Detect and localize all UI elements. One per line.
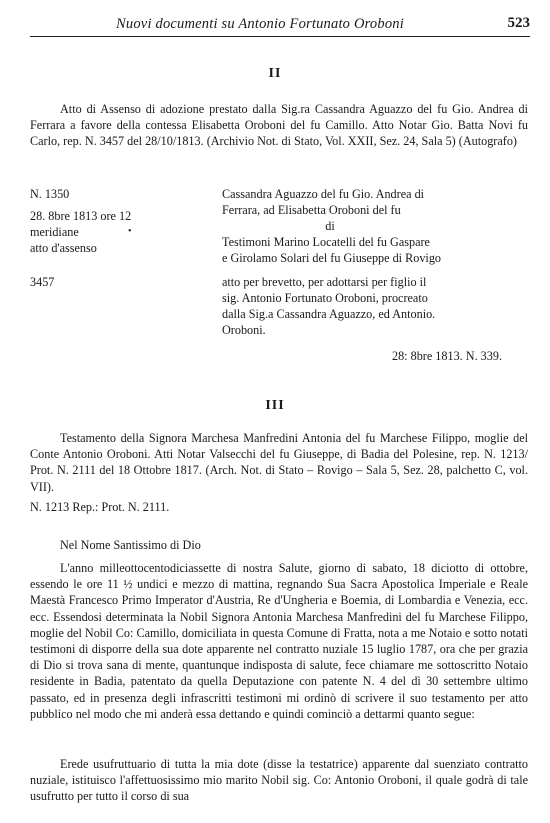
record-text-line-5: e Girolamo Solari del fu Giuseppe di Rovigo bbox=[222, 251, 442, 265]
record-act-type: atto d'assenso bbox=[30, 241, 97, 255]
page-number: 523 bbox=[507, 15, 530, 31]
running-header bbox=[30, 14, 530, 37]
record-text-line-7: sig. Antonio Fortunato Oroboni, procreato bbox=[222, 291, 428, 305]
record-right-column bbox=[222, 186, 528, 364]
invocation: Nel Nome Santissimo di Dio bbox=[60, 538, 201, 552]
section-number-iii: III bbox=[265, 398, 285, 413]
record-left-column bbox=[30, 186, 190, 290]
record-text-line-4: Testimoni Marino Locatelli del fu Gaspare bbox=[222, 235, 430, 249]
testament-body-1: L'anno milleottocentodiciassette di nostra Salute, giorno di sabato, 18 diciotto di ottobre, essendo le ore 11 ½ undici e mezzo di mattina, regnando Sua Sacra Apostolica Imperiale e Reale Maestà Francesco Primo Imperator d'Austria, Re d'Ungheria e Boemia, di Lombardia e Venezia, ecc. ecc. Essendosi determinata la Nobil Signora Antonia Marchesa Manfredini del fu Marchese Filippo, moglie del Nobil Co: Camillo, domiciliata in questa Comune di Fratta, nota a me Notaio e sotto notati testimoni di disporre della sua dote apparente nel contratto nuziale 15 luglio 1787, ora che per grazia di Dio si trova sana di mente, quantunque indisposta di salute, fece chiamare me sottoscritto Notaio residente in Badia, patentato da quella Deputazione con patente N. 4 del dì 30 settembre ultimo passato, ed in presenza degli infrascritti testimoni mi ordinò di scrivere il suo testamento per atto pubblico nel modo che mi anderà essa dettando e quindi cominciò a dettarmi quanto segue: bbox=[30, 561, 528, 721]
section-iii-intro: Testamento della Signora Marchesa Manfredini Antonia del fu Marchese Filippo, moglie del Conte Antonio Oroboni. Atti Notar Valsecchi del fu Giuseppe, di Badia del Polesine, rep. N. 1213/ Prot. N. 2111 del 18 Ottobre 1817. (Arch. Not. di Stato – Rovigo – Sala 5, Sez. 28, palchetto C, vol. VII). bbox=[30, 431, 528, 494]
testament-body-2: Erede usufruttuario di tutta la mia dote (disse la testatrice) apparente dal suenziato contratto nuziale, istituisco l'affettuosissimo mio marito Nobil sig. Co: Antonio Oroboni, il quale godrà di tale usufrutto per tutto il corso di sua bbox=[30, 757, 528, 804]
rep-line: N. 1213 Rep.: Prot. N. 2111. bbox=[30, 500, 170, 514]
record-rep-number: 3457 bbox=[30, 275, 55, 289]
record-date-line-1: 28. 8bre 1813 ore 12 bbox=[30, 209, 132, 223]
record-text-line-6: atto per brevetto, per adottarsi per figlio il bbox=[222, 275, 427, 289]
record-text-line-9: Oroboni. bbox=[222, 323, 266, 337]
record-text-line-1: Cassandra Aguazzo del fu Gio. Andrea di bbox=[222, 187, 425, 201]
section-ii-intro: Atto di Assenso di adozione prestato dalla Sig.ra Cassandra Aguazzo del fu Gio. Andrea di Ferrara a favore della contessa Elisabetta Oroboni del fu Camillo. Atto Notar Gio. Batta Novi fu Carlo, rep. N. 3457 del 28/10/1813. (Archivio Not. di Stato, Vol. XXII, Sez. 24, Sala 5) (Autografo) bbox=[30, 102, 528, 149]
record-text-line-2: Ferrara, ad Elisabetta Oroboni del fu bbox=[222, 203, 401, 217]
section-number-ii: II bbox=[268, 66, 282, 81]
record-number: N. 1350 bbox=[30, 187, 70, 201]
margin-bullet: • bbox=[128, 226, 132, 237]
record-text-line-8: dalla Sig.a Cassandra Aguazzo, ed Antonio. bbox=[222, 307, 436, 321]
record-date-line-2: meridiane bbox=[30, 225, 79, 239]
record-text-line-3: di bbox=[325, 219, 335, 233]
record-closing: 28: 8bre 1813. N. 339. bbox=[391, 349, 502, 363]
running-title: Nuovi documenti su Antonio Fortunato Oroboni bbox=[116, 16, 404, 32]
